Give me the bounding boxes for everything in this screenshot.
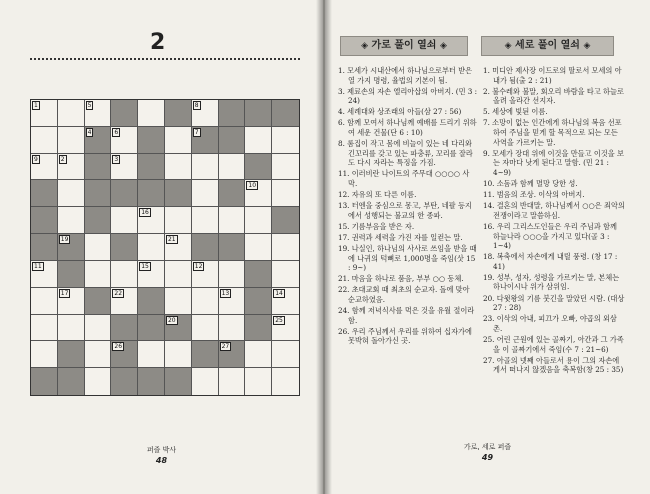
grid-block-cell: [272, 100, 299, 127]
grid-block-cell: [192, 127, 219, 154]
grid-cell[interactable]: [31, 154, 58, 181]
grid-block-cell: [31, 234, 58, 261]
grid-cell[interactable]: [138, 207, 165, 234]
clue-number: 12: [194, 262, 203, 270]
grid-block-cell: [219, 341, 246, 368]
grid-block-cell: [85, 207, 112, 234]
down-clue: 9. 모세가 장대 위에 이것을 만들고 이것을 보는 자마다 낫게 된다고 말함. (민 21 : 4~9): [483, 148, 624, 177]
clue-number: 19: [60, 236, 69, 244]
grid-block-cell: [138, 127, 165, 154]
header-mark-icon: ◈: [361, 41, 369, 51]
clue-number: 4: [87, 128, 92, 136]
grid-cell[interactable]: [192, 180, 219, 207]
grid-cell[interactable]: [31, 100, 58, 127]
grid-cell[interactable]: [165, 234, 192, 261]
clue-number: 8: [194, 102, 199, 109]
grid-cell[interactable]: [138, 341, 165, 368]
grid-cell[interactable]: [219, 368, 246, 395]
right-page-label: 가로, 세로 퍼즐: [463, 443, 512, 451]
grid-cell[interactable]: [192, 207, 219, 234]
grid-block-cell: [165, 368, 192, 395]
left-page: [0, 0, 323, 494]
crossword-grid: [30, 99, 300, 396]
grid-cell[interactable]: [219, 288, 246, 315]
grid-block-cell: [31, 207, 58, 234]
grid-cell[interactable]: [58, 288, 85, 315]
down-clue: 5. 세상에 빛된 이름.: [483, 107, 548, 117]
down-header-text: 세로 풀이 열쇠: [515, 40, 580, 51]
grid-cell[interactable]: [219, 261, 246, 288]
grid-cell[interactable]: [58, 180, 85, 207]
across-clue: 24. 함께 저녁식사를 먹은 것을 유월 절이라 함.: [338, 306, 475, 325]
grid-cell[interactable]: [165, 261, 192, 288]
clue-number: 25: [275, 316, 283, 324]
grid-block-cell: [245, 315, 272, 342]
clue-number: 14: [275, 289, 283, 297]
across-clue: 12. 자유의 또 다른 이름.: [338, 190, 417, 200]
grid-block-cell: [138, 154, 165, 181]
across-clue: 13. 터엔을 중심으로 몽고, 부탄, 네팔 등지에서 성행되는 불교의 한 종파.: [338, 201, 472, 220]
grid-cell[interactable]: [165, 127, 192, 154]
grid-cell[interactable]: [85, 315, 112, 342]
grid-block-cell: [85, 127, 112, 154]
header-mark-icon: ◈: [439, 41, 447, 51]
clue-number: 3: [114, 155, 119, 163]
across-header-text: 가로 풀이 열쇠: [371, 40, 437, 51]
grid-cell[interactable]: [192, 288, 219, 315]
grid-cell[interactable]: [192, 315, 219, 342]
clue-number: 27: [221, 343, 230, 351]
grid-cell[interactable]: [272, 154, 299, 181]
clue-number: 2: [60, 155, 65, 163]
down-clue: 20. 다윗왕의 기름 붓긴을 말았던 시람. (대상 27 : 28): [483, 293, 625, 313]
grid-block-cell: [111, 315, 138, 342]
grid-cell[interactable]: [138, 261, 165, 288]
grid-block-cell: [31, 368, 58, 395]
across-clue: 21. 마음을 하나로 품음, 부부 ○○ 동체.: [338, 274, 464, 284]
book-gutter: [316, 0, 332, 494]
grid-cell[interactable]: [192, 368, 219, 395]
grid-cell[interactable]: [245, 127, 272, 154]
clue-number: 5: [87, 102, 92, 109]
grid-block-cell: [31, 180, 58, 207]
grid-cell[interactable]: [31, 127, 58, 154]
clue-number: 26: [114, 343, 123, 351]
grid-cell[interactable]: [138, 234, 165, 261]
down-clue: 25. 어린 근원에 있는 골짜기, 아간과 그 가족을 이 골짜기에서 죽임(수 7 : 21~6): [483, 334, 624, 354]
clue-number: 20: [167, 316, 176, 324]
grid-block-cell: [85, 288, 112, 315]
across-header: [340, 36, 468, 56]
grid-cell[interactable]: [219, 154, 246, 181]
grid-cell[interactable]: [85, 234, 112, 261]
grid-cell[interactable]: [111, 288, 138, 315]
grid-cell[interactable]: [219, 315, 246, 342]
grid-cell[interactable]: [31, 288, 58, 315]
grid-cell[interactable]: [58, 154, 85, 181]
down-clue: 2. 불수레와 불말, 회오리 바람을 타고 하늘로 올려 올라간 선지자.: [483, 86, 624, 106]
left-page-number: 48: [155, 456, 168, 465]
across-clue: 8. 롬집이 작고 몸에 비늘이 있는 네 다리와 긴꼬리를 갖고 있는 파충류, 꼬리를 잘라도 다시 자라는 특징을 가짐.: [338, 139, 473, 168]
grid-block-cell: [58, 261, 85, 288]
across-clue: 17. 권력과 세력을 가진 자를 일컫는 말.: [338, 233, 463, 242]
grid-block-cell: [165, 315, 192, 342]
grid-block-cell: [192, 341, 219, 368]
grid-block-cell: [219, 127, 246, 154]
puzzle-number: 2: [150, 30, 166, 55]
grid-cell[interactable]: [272, 180, 299, 207]
grid-block-cell: [58, 234, 85, 261]
clue-number: 22: [114, 289, 123, 297]
down-clue: 7. 소망이 없는 인간에게 하나님의 복음 선포하여 주님을 믿게 할 목적으로 되는 모든 사역을 가르키는 말.: [483, 118, 622, 147]
across-clue-list: [338, 66, 478, 348]
grid-block-cell: [58, 368, 85, 395]
down-clue: 1. 미디안 제사장 이드로의 딸로서 모세의 아내가 됨(출 2 : 21): [483, 66, 622, 85]
clue-number: 7: [194, 128, 199, 136]
grid-cell[interactable]: [111, 261, 138, 288]
across-clue: 11. 이러비란 나이트의 주무대 ○○○○ 사막.: [338, 169, 470, 189]
grid-cell[interactable]: [165, 154, 192, 181]
left-page-label: 퍼즐 박사: [146, 446, 177, 454]
grid-cell[interactable]: [85, 341, 112, 368]
header-mark-icon: ◈: [504, 41, 512, 51]
grid-cell[interactable]: [58, 315, 85, 342]
clue-number: 15: [141, 262, 149, 270]
grid-cell[interactable]: [272, 315, 299, 342]
clue-number: 9: [34, 155, 38, 163]
left-footer: [0, 445, 323, 465]
down-clue: 14. 결혼의 반대말, 하나님께서 ○○은 죄악의 전쟁이라고 말씀하심.: [483, 201, 625, 220]
grid-block-cell: [111, 368, 138, 395]
grid-block-cell: [138, 288, 165, 315]
across-clue: 19. 나실인, 하나님의 사사로 쓰임을 받을 때에 나귀의 턱뼈로 1,000명을 죽임(삿 15 : 9~): [338, 244, 477, 273]
grid-block-cell: [138, 180, 165, 207]
grid-block-cell: [138, 315, 165, 342]
clue-number: 11: [34, 262, 42, 270]
down-header: [481, 36, 614, 56]
grid-block-cell: [245, 261, 272, 288]
grid-cell[interactable]: [245, 234, 272, 261]
grid-cell[interactable]: [31, 315, 58, 342]
clue-number: 6: [114, 128, 119, 136]
right-footer: [325, 442, 650, 462]
across-clue: 15. 기름부음을 받은 자.: [338, 221, 415, 231]
grid-cell[interactable]: [58, 207, 85, 234]
grid-block-cell: [111, 341, 138, 368]
grid-block-cell: [219, 100, 246, 127]
down-clue: 18. 복축에서 자손에게 내릴 풍령. (창 17 : 41): [483, 252, 618, 271]
grid-cell[interactable]: [272, 234, 299, 261]
grid-cell[interactable]: [192, 100, 219, 127]
across-clue: 3. 제료손의 자손 엘리아삽의 아버지. (민 3 : 24): [338, 86, 478, 106]
grid-cell[interactable]: [272, 341, 299, 368]
across-clue: 6. 함께 모여서 하나님께 예배를 드리기 위하여 세운 건물(단 6 : 10): [338, 118, 477, 138]
down-clue: 11. 범음의 조상. 이삭의 아버지.: [483, 190, 585, 200]
grid-block-cell: [272, 207, 299, 234]
down-clue: 16. 우리 그리스도인들은 우리 주님과 함께 하늘나라 ○○○을 가지고 있다(골 3 : 1~4): [483, 221, 617, 251]
grid-cell[interactable]: [219, 207, 246, 234]
grid-cell[interactable]: [272, 261, 299, 288]
grid-cell[interactable]: [58, 100, 85, 127]
down-clue-list: [483, 66, 625, 376]
clue-number: 1: [34, 102, 38, 109]
across-clue: 1. 모세가 시내산에서 하나님으로부터 받은 열 가지 명령, 율법의 기본이 됨.: [338, 66, 473, 85]
across-clue: 22. 초대교회 때 최초의 순교자. 돌에 맞아 순교하였음.: [338, 285, 470, 305]
dotted-divider: [30, 58, 300, 60]
grid-block-cell: [245, 100, 272, 127]
grid-cell[interactable]: [85, 261, 112, 288]
grid-block-cell: [85, 180, 112, 207]
right-page-number: 49: [481, 453, 494, 462]
grid-cell[interactable]: [245, 180, 272, 207]
grid-block-cell: [111, 180, 138, 207]
grid-block-cell: [111, 234, 138, 261]
grid-cell[interactable]: [31, 341, 58, 368]
grid-block-cell: [111, 100, 138, 127]
clue-number: 10: [248, 182, 257, 190]
grid-block-cell: [245, 154, 272, 181]
grid-block-cell: [138, 368, 165, 395]
grid-cell[interactable]: [111, 207, 138, 234]
clue-number: 16: [141, 209, 149, 217]
grid-cell[interactable]: [192, 154, 219, 181]
across-clue: 26. 우리 주님께서 우리를 위하여 십자가에 못박혀 돌아가신 곳.: [338, 326, 472, 346]
down-clue: 19. 성부, 성자, 성령을 가르키는 말, 본체는 하나이시나 위가 삼위임.: [483, 272, 620, 292]
grid-block-cell: [219, 180, 246, 207]
grid-cell[interactable]: [58, 127, 85, 154]
grid-block-cell: [245, 288, 272, 315]
down-clue: 27. 아골의 넷째 아들로서 용이 그의 자손에게서 떠나지 않겠음을 축복함(창 25 : 35): [483, 355, 624, 375]
grid-cell[interactable]: [245, 207, 272, 234]
grid-cell[interactable]: [165, 288, 192, 315]
header-mark-icon: ◈: [583, 41, 591, 51]
right-page: [325, 0, 650, 494]
grid-block-cell: [165, 100, 192, 127]
clue-number: 17: [60, 289, 69, 297]
grid-cell[interactable]: [111, 127, 138, 154]
grid-cell[interactable]: [138, 100, 165, 127]
grid-block-cell: [165, 180, 192, 207]
grid-cell[interactable]: [31, 261, 58, 288]
down-clue: 23. 이삭의 아내, 피끄가 오빠, 야곱의 외삼촌.: [483, 314, 617, 333]
grid-cell[interactable]: [165, 341, 192, 368]
grid-cell[interactable]: [245, 341, 272, 368]
grid-cell[interactable]: [165, 207, 192, 234]
grid-cell[interactable]: [111, 154, 138, 181]
grid-block-cell: [85, 154, 112, 181]
grid-block-cell: [58, 341, 85, 368]
grid-cell[interactable]: [245, 368, 272, 395]
grid-cell[interactable]: [272, 368, 299, 395]
grid-cell[interactable]: [272, 288, 299, 315]
grid-cell[interactable]: [272, 127, 299, 154]
grid-block-cell: [219, 234, 246, 261]
clue-number: 13: [221, 289, 230, 297]
grid-cell[interactable]: [192, 261, 219, 288]
grid-cell[interactable]: [85, 100, 112, 127]
grid-cell[interactable]: [85, 368, 112, 395]
grid-block-cell: [192, 234, 219, 261]
across-clue: 4. 세례대와 상조래의 아들(삼 27 : 56): [338, 107, 462, 117]
clue-number: 21: [167, 236, 176, 244]
down-clue: 10. 소돔과 함께 멸망 당한 성.: [483, 179, 578, 189]
